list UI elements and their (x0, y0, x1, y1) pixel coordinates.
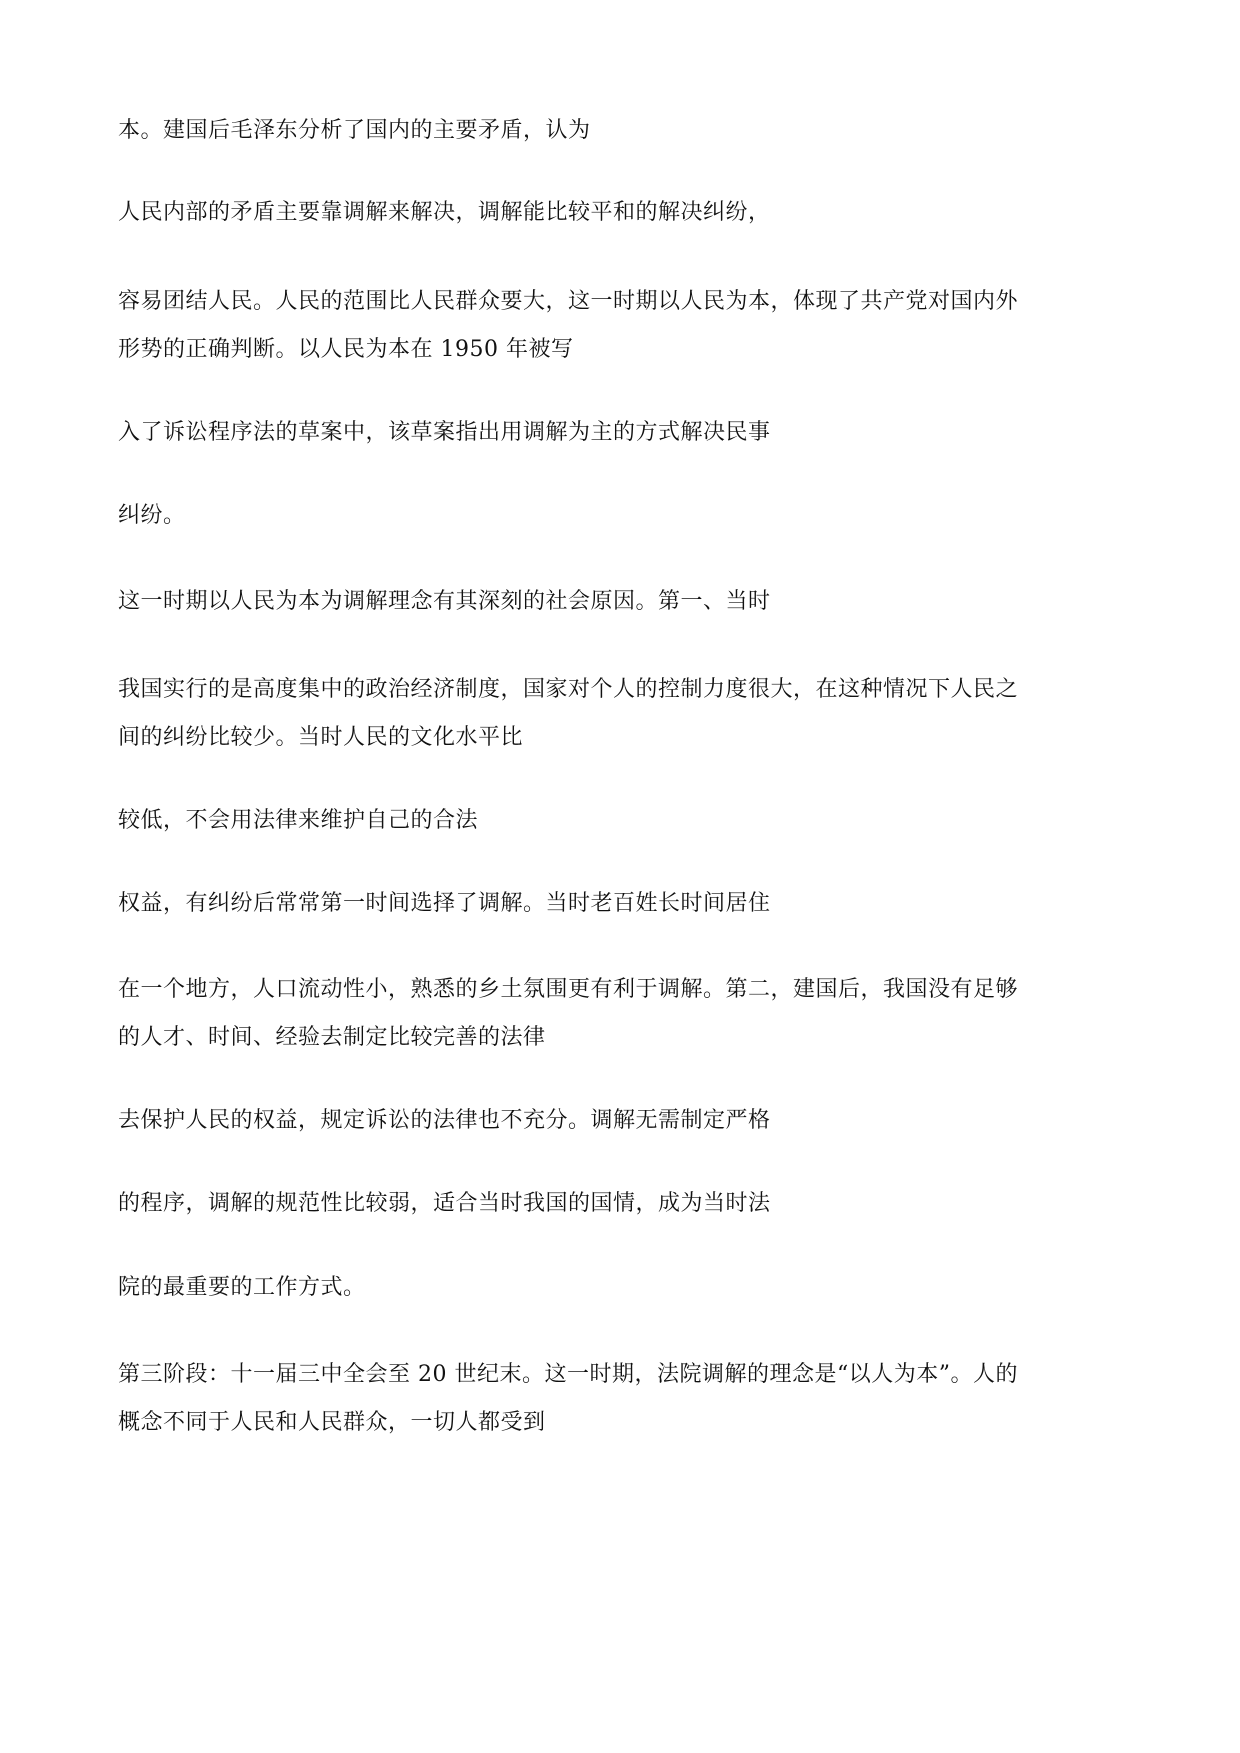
text-line: 入了诉讼程序法的草案中，该草案指出用调解为主的方式解决民事 (118, 420, 771, 445)
text-line: 权益，有纠纷后常常第一时间选择了调解。当时老百姓长时间居住 (118, 891, 771, 916)
text-line: 院的最重要的工作方式。 (118, 1275, 366, 1300)
text-line: 我国实行的是高度集中的政治经济制度，国家对个人的控制力度很大，在这种情况下人民之 (118, 677, 1019, 702)
text-line: 形势的正确判断。以人民为本在 1950 年被写 (118, 337, 574, 362)
text-line: 间的纠纷比较少。当时人民的文化水平比 (118, 725, 524, 750)
text-line: 去保护人民的权益，规定诉讼的法律也不充分。调解无需制定严格 (118, 1108, 771, 1133)
text-line: 这一时期以人民为本为调解理念有其深刻的社会原因。第一、当时 (118, 589, 771, 614)
text-line: 的人才、时间、经验去制定比较完善的法律 (118, 1025, 546, 1050)
text-line: 较低，不会用法律来维护自己的合法 (118, 808, 479, 833)
text-line: 人民内部的矛盾主要靠调解来解决，调解能比较平和的解决纠纷， (118, 200, 771, 225)
text-line: 第三阶段：十一届三中全会至 20 世纪末。这一时期，法院调解的理念是“以人为本”。人的 (118, 1362, 1018, 1387)
text-line: 本。建国后毛泽东分析了国内的主要矛盾，认为 (118, 118, 591, 143)
text-line: 在一个地方，人口流动性小，熟悉的乡土氛围更有利于调解。第二，建国后，我国没有足够 (118, 977, 1019, 1002)
text-line: 容易团结人民。人民的范围比人民群众要大，这一时期以人民为本，体现了共产党对国内外 (118, 289, 1019, 314)
text-line: 的程序，调解的规范性比较弱，适合当时我国的国情，成为当时法 (118, 1191, 771, 1216)
text-line: 纠纷。 (118, 503, 186, 528)
text-line: 概念不同于人民和人民群众，一切人都受到 (118, 1410, 546, 1435)
